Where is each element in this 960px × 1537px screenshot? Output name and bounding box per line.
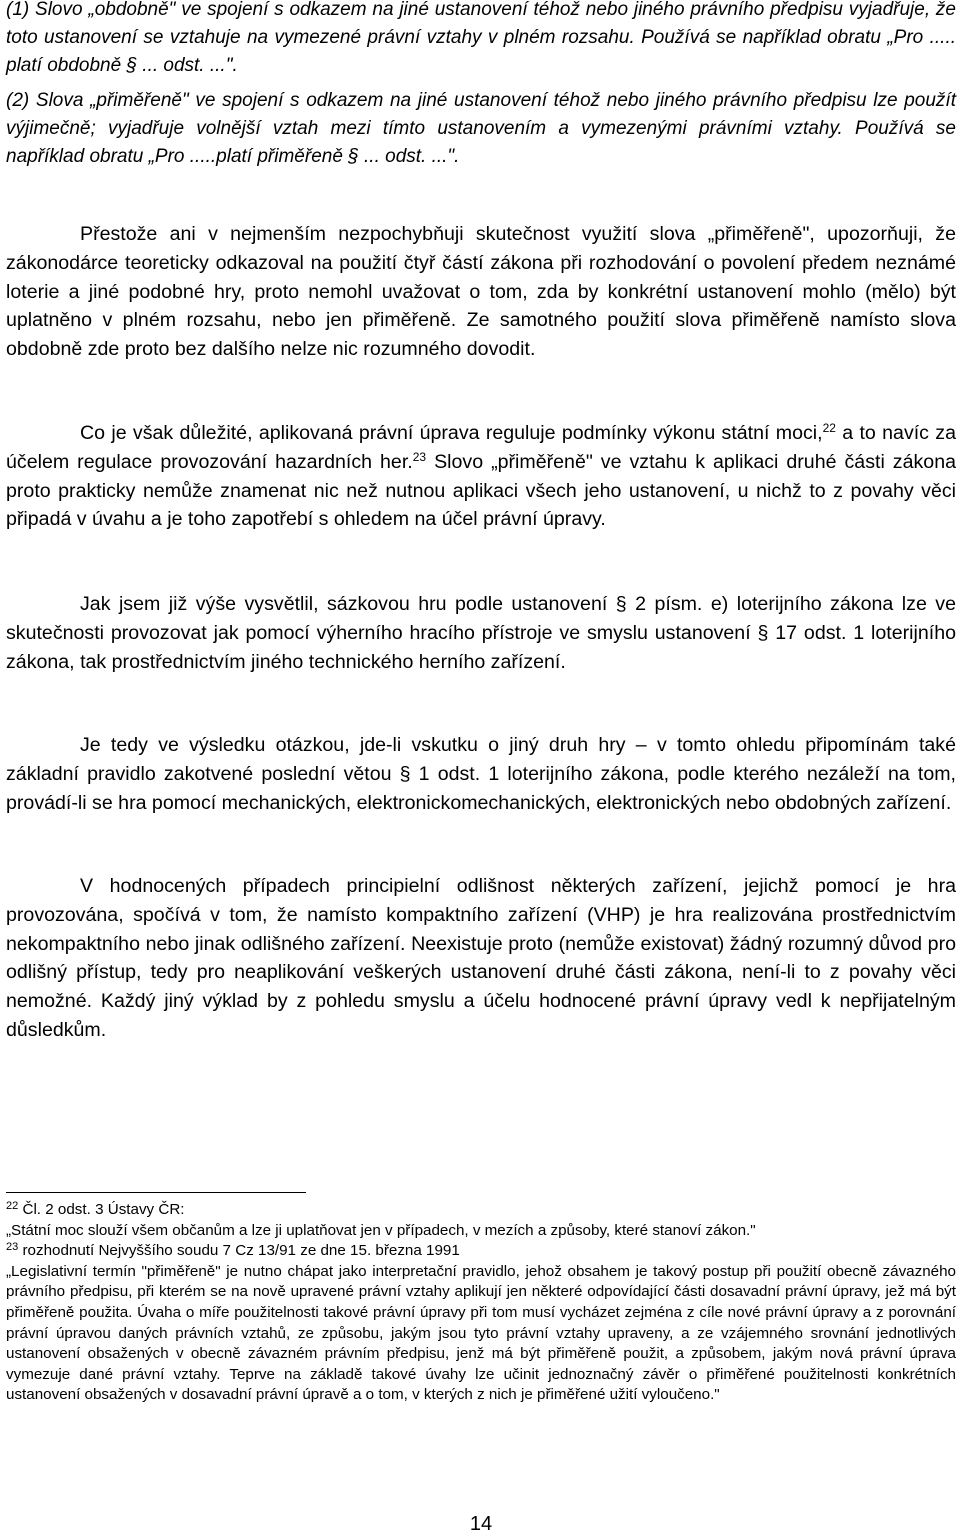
footnote-ref-22[interactable]: 22 <box>822 421 836 435</box>
footnote-ref-23[interactable]: 23 <box>412 449 427 464</box>
paragraph-4 <box>6 731 956 817</box>
paragraph-3-text: Jak jsem již výše vysvětlil, sázkovou hru podle ustanovení § 2 písm. e) loterijního zákona lze ve skutečnosti provozovat jak pomocí výherního hracího přístroje ve smyslu ustanovení § 17 odst. 1 loterijního zákona, tak prostřednictvím jiného technického herního zařízení. <box>6 593 956 673</box>
footnotes <box>6 1200 956 1406</box>
footnote-22-text: „Státní moc slouží všem občanům a lze ji uplatňovat jen v případech, v mezích a způsoby, které stanoví zákon." <box>6 1221 756 1239</box>
footnote-22-number: 22 <box>6 1200 19 1212</box>
italic-paragraph-2: (2) Slova „přiměřeně" ve spojení s odkazem na jiné ustanovení téhož nebo jiného právního předpisu lze použít výjimečně; vyjadřuje volnější vztah mezi tímto ustanovením a vymezenými právními vztahy. Používá se například obratu „Pro .....platí přiměřeně § ... odst. ...". <box>6 90 956 167</box>
paragraph-2-text-b: a to navíc za účelem regulace provozování hazardních her. <box>6 422 956 473</box>
page-number: 14 <box>469 1513 493 1535</box>
paragraph-4-text: Je tedy ve výsledku otázkou, jde-li vskutku o jiný druh hry – v tomto ohledu připomínám také základní pravidlo zakotvené poslední větou § 1 odst. 1 loterijního zákona, podle kterého nezáleží na tom, provádí-li se hra pomocí mechanických, elektronickomechanických, elektronických nebo obdobných zařízení. <box>6 734 956 814</box>
footnote-23-title: rozhodnutí Nejvyššího soudu 7 Cz 13/91 ze dne 15. března 1991 <box>18 1242 460 1260</box>
footnote-separator <box>6 1192 306 1193</box>
italic-paragraph-1: (1) Slovo „obdobně" ve spojení s odkazem na jiné ustanovení téhož nebo jiného právního předpisu vyjadřuje, že toto ustanovení se vztahuje na vymezené právní vztahy v plném rozsahu. Používá se například obratu „Pro ..... platí obdobně § ... odst. ...". <box>6 0 956 76</box>
paragraph-2 <box>6 419 956 534</box>
paragraph-2-text-c: Slovo „přiměřeně" ve vztahu k aplikaci druhé části zákona proto prakticky nemůže znamenat nic než nutnou aplikaci všech jeho ustanovení, u nichž to z povahy věci připadá v úvahu a je toho zapotřebí s ohledem na účel právní úpravy. <box>6 450 956 531</box>
footnote-23-text: „Legislativní termín "přiměřeně" je nutno chápat jako interpretační pravidlo, jehož obsahem je takový postup při použití obecně závazného právního předpisu, při kterém se na nově upravené právní vztahy aplikují jen některé odpovídající části dosavadní právní úpravy, jež má být přiměřeně použita. Úvaha o míře použitelnosti takové právní úpravy při tom musí vycházet zejména z cíle nové právní úpravy a z porovnání právní úpravou daných právních vztahů, ze způsobu, jakým jsou tyto právní vztahy upraveny, a ze vzájemného srovnání jednotlivých ustanovení obsažených v obecně závazném právním předpisu, jenž má být přiměřeně použit, a způsobem, jakým nová právní úprava vymezuje dané právní vztahy. Teprve na základě takové úvahy lze učinit jednoznačný závěr o přiměřené použitelnosti konkrétních ustanovení obsažených v dosavadní právní úpravě a o tom, v kterých z nich je přiměřené užití vyloučeno." <box>6 1262 956 1404</box>
paragraph-3 <box>6 590 956 676</box>
paragraph-5 <box>6 872 956 1045</box>
footnote-23-number: 23 <box>6 1241 19 1254</box>
paragraph-5-text: V hodnocených případech principielní odlišnost některých zařízení, jejichž pomocí je hra provozována, spočívá v tom, že namísto kompaktního zařízení (VHP) je hra realizována prostřednictvím nekompaktního nebo jinak odlišného zařízení. Neexistuje proto (nemůže existovat) žádný rozumný důvod pro odlišný přístup, tedy pro neaplikování veškerých ustanovení druhé části zákona, není-li to z povahy věci nemožné. Každý jiný výklad by z pohledu smyslu a účelu hodnocené právní úpravy vedl k nepřijatelným důsledkům. <box>6 875 956 1041</box>
footnote-23-heading <box>6 1241 956 1262</box>
footnote-22-heading <box>6 1200 956 1221</box>
footnote-22-title: Čl. 2 odst. 3 Ústavy ČR: <box>18 1201 185 1218</box>
paragraph-1-text: Přestože ani v nejmenším nezpochybňuji skutečnost využití slova „přiměřeně", upozorňuji, že zákonodárce teoreticky odkazoval na použití čtyř částí zákona při rozhodování o povolení předem neznámé loterie a jiné podobné hry, proto nemohl uvažovat o tom, zda by konkrétní ustanovení mohlo (mělo) být uplatněno v plném rozsahu, nebo jen přiměřeně. Ze samotného použití slova přiměřeně namísto slova obdobně zde proto bez dalšího nelze nic rozumného dovodit. <box>6 223 956 361</box>
paragraph-1 <box>6 220 956 364</box>
paragraph-2-text-a: Co je však důležité, aplikovaná právní úprava reguluje podmínky výkonu státní moci, <box>80 422 823 444</box>
